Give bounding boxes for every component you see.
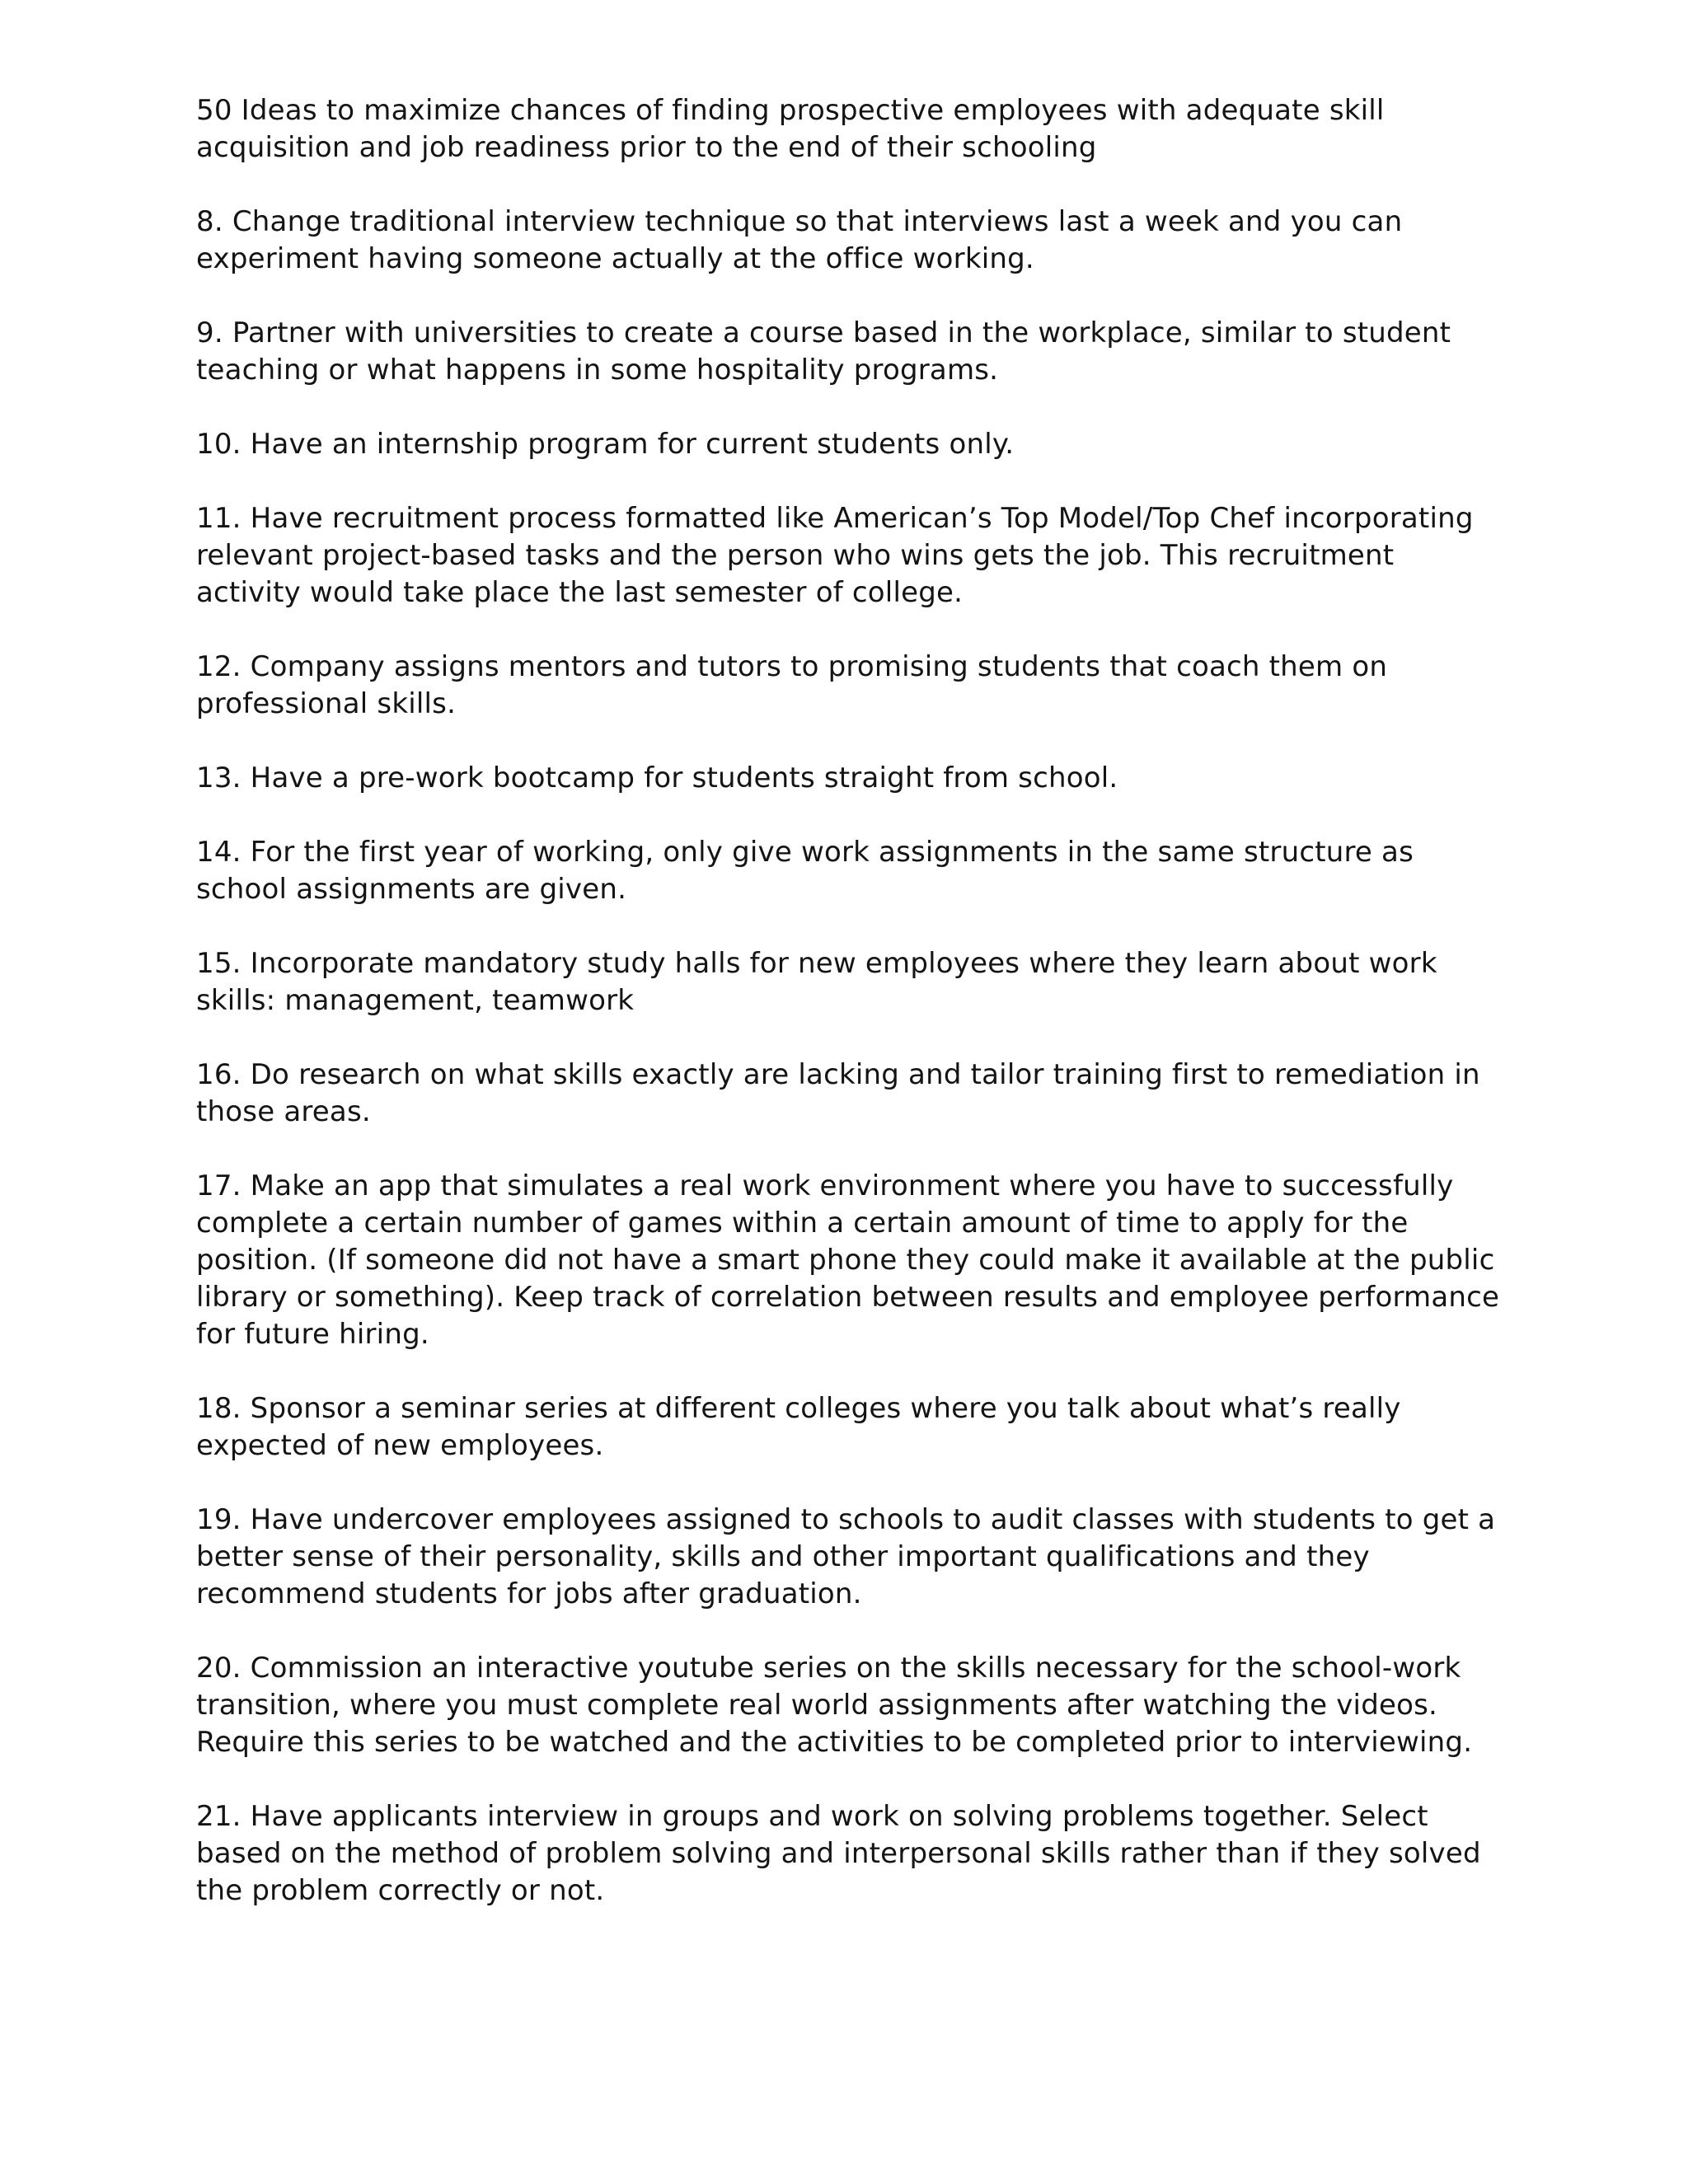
idea-item-16: 16. Do research on what skills exactly are lacking and tailor training first to remediation in those areas. xyxy=(196,1058,1480,1128)
idea-item-17: 17. Make an app that simulates a real work environment where you have to successfully complete a certain number of games within a certain amount of time to apply for the position. (If someone did not have a smart phone they could make it available at the public library or something). Keep track of correlation between results and employee performance for future hiring. xyxy=(196,1169,1500,1351)
idea-item-8: 8. Change traditional interview technique so that interviews last a week and you can experiment having someone actually at the office working. xyxy=(196,205,1403,275)
idea-item-10: 10. Have an internship program for current students only. xyxy=(196,428,1015,461)
idea-item-9: 9. Partner with universities to create a course based in the workplace, similar to student teaching or what happens in some hospitality programs. xyxy=(196,316,1451,387)
document-body xyxy=(196,92,1507,1947)
idea-item-20: 20. Commission an interactive youtube series on the skills necessary for the school-work transition, where you must complete real world assignments after watching the videos. Require this series to be watched and the activities to be completed prior to interviewing. xyxy=(196,1652,1473,1759)
idea-item-19: 19. Have undercover employees assigned to schools to audit classes with students to get a better sense of their personality, skills and other important qualifications and they recommend students for jobs after graduation. xyxy=(196,1503,1496,1610)
idea-item-13: 13. Have a pre-work bootcamp for students straight from school. xyxy=(196,762,1118,794)
idea-item-12: 12. Company assigns mentors and tutors to promising students that coach them on professional skills. xyxy=(196,650,1388,720)
idea-item-15: 15. Incorporate mandatory study halls for new employees where they learn about work skills: management, teamwork xyxy=(196,947,1437,1017)
idea-item-18: 18. Sponsor a seminar series at different colleges where you talk about what’s really expected of new employees. xyxy=(196,1392,1401,1462)
document-title: 50 Ideas to maximize chances of finding prospective employees with adequate skill acquisition and job readiness prior to the end of their schooling xyxy=(196,94,1385,164)
idea-item-11: 11. Have recruitment process formatted like American’s Top Model/Top Chef incorporating relevant project-based tasks and the person who wins gets the job. This recruitment activity would take place the last semester of college. xyxy=(196,502,1474,609)
idea-item-21: 21. Have applicants interview in groups and work on solving problems together. Select based on the method of problem solving and interpersonal skills rather than if they solved the problem correctly or not. xyxy=(196,1800,1481,1907)
idea-item-14: 14. For the first year of working, only give work assignments in the same structure as school assignments are given. xyxy=(196,836,1414,906)
